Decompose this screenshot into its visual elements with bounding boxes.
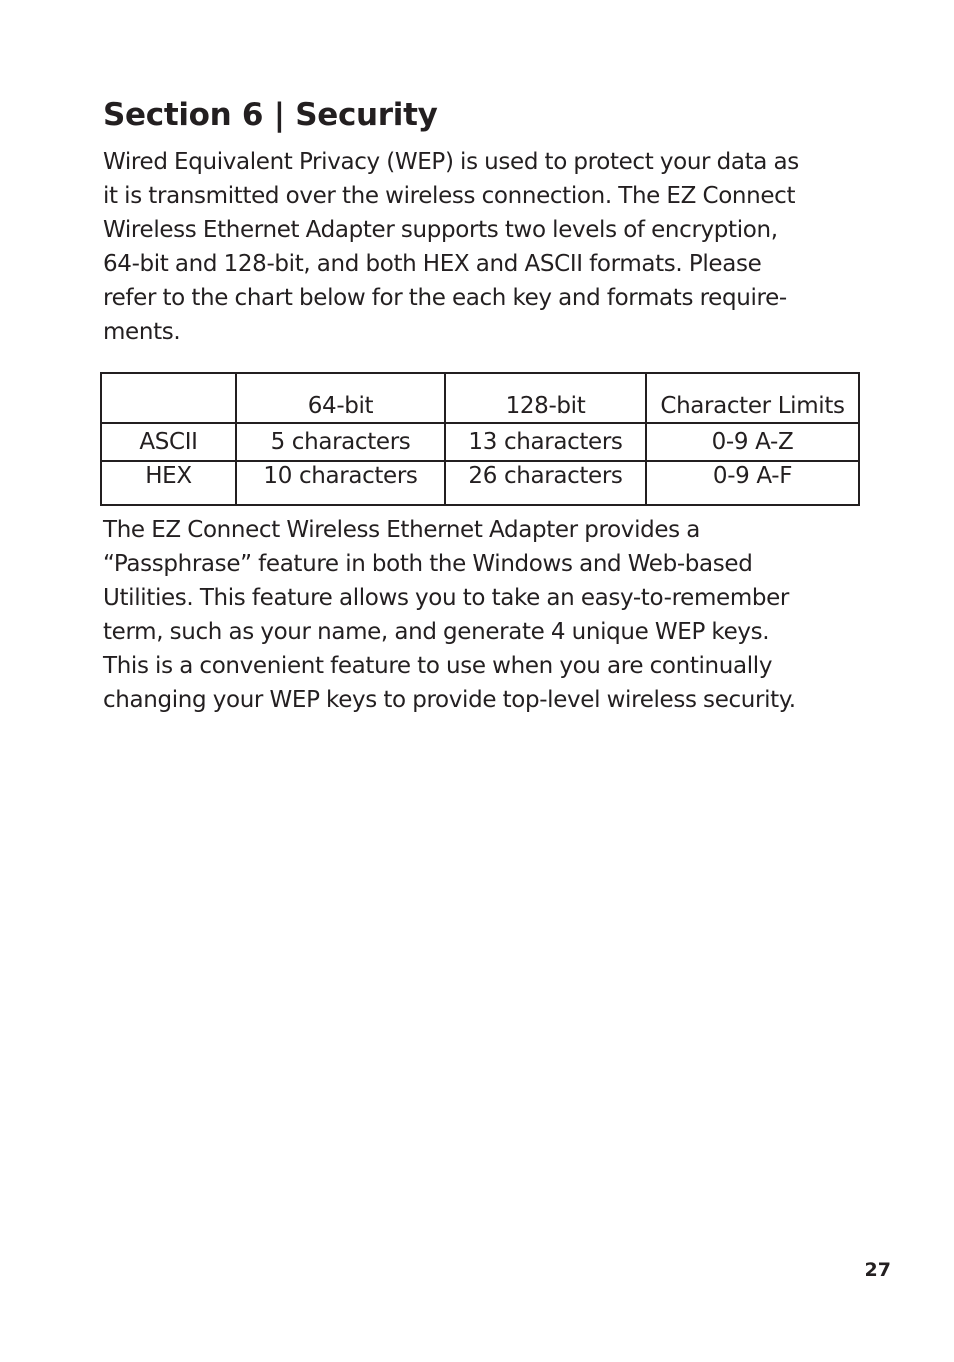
page-number: 27 [864, 1259, 891, 1281]
table-cell: 5 characters [236, 423, 445, 461]
table-header-row [101, 373, 859, 423]
intro-line: Wired Equivalent Privacy (WEP) is used to protect your data as [103, 149, 799, 175]
intro-line: Wireless Ethernet Adapter supports two levels of encryption, [103, 217, 778, 243]
passphrase-paragraph [103, 513, 796, 717]
table-row [101, 423, 859, 461]
table-cell: 10 characters [236, 461, 445, 505]
passphrase-line: Utilities. This feature allows you to take an easy-to-remember [103, 585, 790, 611]
section-title: Section 6 | Security [103, 97, 438, 133]
passphrase-line: The EZ Connect Wireless Ethernet Adapter provides a [103, 517, 701, 543]
wep-key-table [100, 372, 860, 506]
passphrase-line: term, such as your name, and generate 4 unique WEP keys. [103, 619, 770, 645]
table-cell: 0-9 A-F [646, 461, 859, 505]
passphrase-line: “Passphrase” feature in both the Windows and Web-based [103, 551, 753, 577]
table-cell: 0-9 A-Z [646, 423, 859, 461]
passphrase-line: This is a convenient feature to use when you are continually [103, 653, 773, 679]
intro-line: ments. [103, 319, 181, 345]
intro-line: 64-bit and 128-bit, and both HEX and ASCII formats. Please [103, 251, 762, 277]
intro-paragraph [103, 145, 799, 349]
passphrase-line: changing your WEP keys to provide top-level wireless security. [103, 687, 796, 713]
table-header-cell: 128-bit [445, 373, 646, 423]
table-cell: 26 characters [445, 461, 646, 505]
table-header-cell: 64-bit [236, 373, 445, 423]
table-cell: 13 characters [445, 423, 646, 461]
table-row-label: ASCII [101, 423, 236, 461]
table-row [101, 461, 859, 505]
intro-line: it is transmitted over the wireless connection. The EZ Connect [103, 183, 796, 209]
table-row-label: HEX [101, 461, 236, 505]
intro-line: refer to the chart below for the each key and formats require- [103, 285, 787, 311]
table-header-cell: Character Limits [646, 373, 859, 423]
table-header-cell [101, 373, 236, 423]
